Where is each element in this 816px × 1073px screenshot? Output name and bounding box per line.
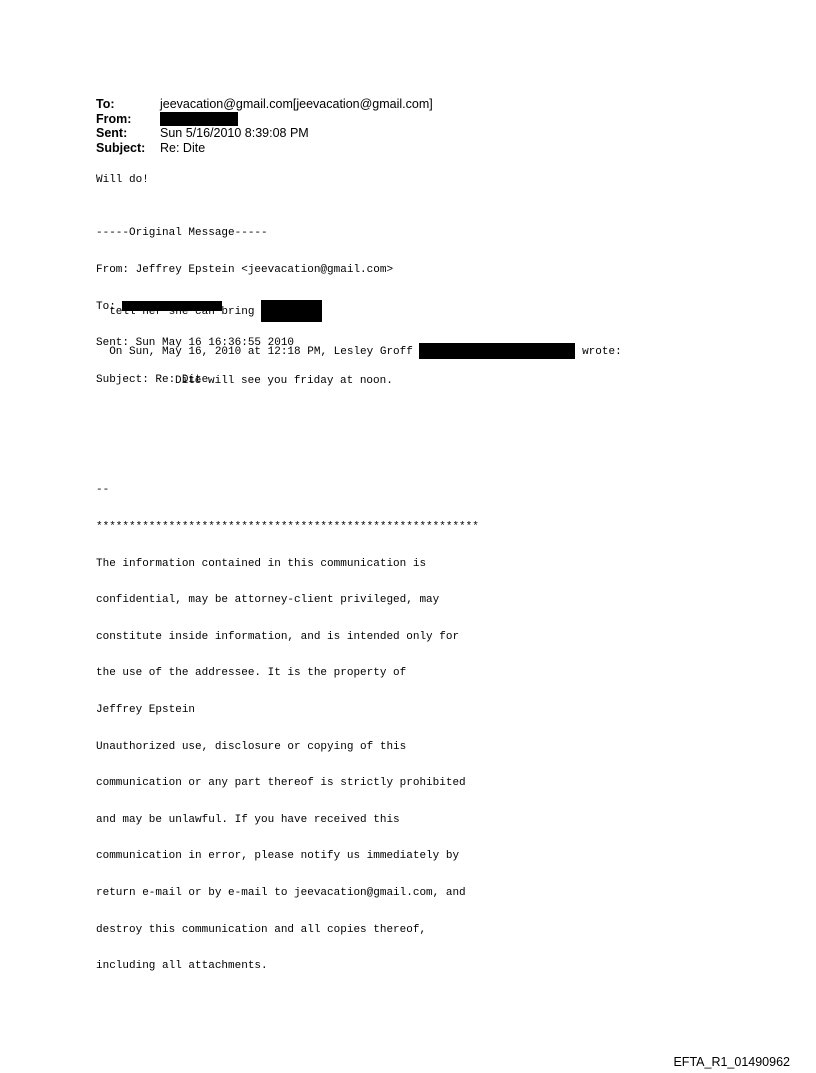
signature-block [96,460,479,985]
from-row [96,112,433,127]
original-body [96,288,322,322]
original-divider: -----Original Message----- [96,227,268,240]
subject-row [96,141,433,156]
signature-line: including all attachments. [96,960,268,973]
to-value: jeevacation@gmail.com[jeevacation@gmail.com] [160,97,433,111]
signature-line: The information contained in this communication is [96,557,427,570]
original-subject: Subject: Re: Dite [96,373,209,386]
quote-intro [96,331,622,359]
from-label: From: [96,111,132,126]
to-row [96,97,433,112]
signature-stars: ********************************************************** [96,521,479,533]
document-id: EFTA_R1_01490962 [673,1055,790,1069]
original-sent: Sent: Sun May 16 16:36:55 2010 [96,337,295,350]
signature-line: communication or any part thereof is strictly prohibited [96,777,466,790]
subject-label: Subject: [96,140,146,155]
to-label: To: [96,97,115,111]
signature-line: the use of the addressee. It is the property of [96,667,407,680]
sent-label: Sent: [96,126,128,140]
original-from: From: Jeffrey Epstein <jeevacation@gmail.com> [96,264,394,276]
signature-line: Jeffrey Epstein [96,703,196,716]
original-body-text: tell her she can bring [109,306,262,319]
sent-row [96,126,433,141]
signature-dashes: -- [96,484,110,497]
original-to-prefix: To: [96,300,123,313]
quote-intro-suffix: wrote: [575,346,622,359]
redaction-box [419,343,575,359]
signature-line: Unauthorized use, disclosure or copying of this [96,740,407,753]
signature-line: confidential, may be attorney-client privileged, may [96,594,440,607]
signature-line: communication in error, please notify us immediately by [96,850,460,863]
redaction-box [261,300,322,322]
signature-line: constitute inside information, and is intended only for [96,630,460,643]
signature-line: return e-mail or by e-mail to jeevacation@gmail.com, and [96,886,466,899]
subject-value: Re: Dite [160,140,206,155]
email-header [96,97,433,155]
signature-line: and may be unlawful. If you have received this [96,813,400,826]
sent-value: Sun 5/16/2010 8:39:08 PM [160,126,309,140]
signature-line: destroy this communication and all copies thereof, [96,923,427,936]
quoted-text: Dite will see you friday at noon. [175,375,393,387]
redaction-box [160,112,238,126]
reply-text: Will do! [96,174,149,186]
quote-intro-prefix: On Sun, May 16, 2010 at 12:18 PM, Lesley Groff [109,346,420,359]
